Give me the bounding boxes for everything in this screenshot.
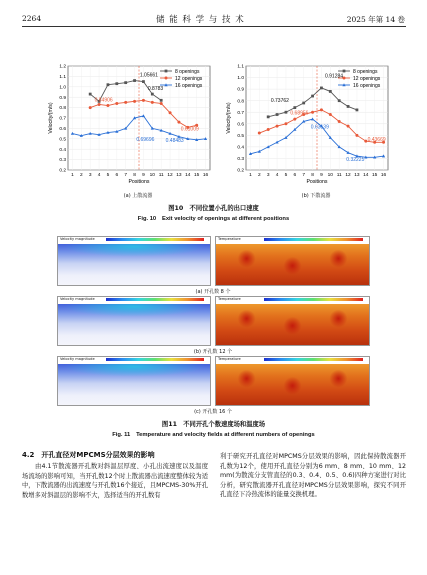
x-tick-label: 8 (133, 173, 136, 178)
data-point (98, 103, 101, 106)
x-tick-label: 7 (302, 173, 306, 178)
x-tick-label: 9 (142, 173, 145, 178)
subcaption-b: (b) 下散流器 (301, 193, 331, 199)
x-tick-label: 15 (372, 173, 378, 178)
velocity-field-image (57, 296, 211, 346)
data-point (267, 115, 270, 118)
temperature-field-image (215, 296, 370, 346)
legend-label: 16 openings (353, 82, 381, 89)
y-tick-label: 0.2 (59, 168, 66, 174)
legend-label: 16 openings (175, 82, 203, 89)
data-annotation: 0.32225 (346, 156, 365, 163)
x-tick-label: 12 (167, 173, 173, 178)
x-tick-label: 1 (71, 173, 74, 178)
body-left-column: 由4.1节散流器开孔数对斜温层厚度、小孔出流速度以及温度场流场的影响可知，当开孔数12个时上散流器出流速度整体较为适中，下散流器的出流速度与开孔数16个接近，且MPCMS-30%开孔数增多对斜温层的影响不大，选择适当的开孔数有 (22, 463, 208, 499)
data-point (258, 132, 261, 135)
x-tick-label: 10 (327, 173, 333, 178)
y-tick-label: 1.1 (237, 64, 244, 70)
y-tick-label: 0.6 (237, 122, 244, 128)
legend-marker (165, 70, 168, 73)
x-tick-label: 1 (249, 173, 252, 178)
chart-upper-diffuser (40, 62, 220, 194)
x-tick-label: 12 (345, 173, 351, 178)
y-tick-label: 0.8 (59, 106, 66, 112)
temperature-colorbar (264, 238, 363, 241)
y-tick-label: 0.4 (59, 147, 66, 153)
data-point (177, 121, 180, 124)
x-tick-label: 3 (88, 173, 92, 178)
data-point (115, 82, 118, 85)
data-point (267, 128, 270, 131)
velocity-colorbar (106, 358, 204, 361)
data-annotation: 0.8783 (147, 85, 164, 92)
x-axis-label: Positions (128, 179, 150, 185)
data-point (347, 125, 350, 128)
data-point (347, 105, 350, 108)
x-tick-label: 13 (176, 173, 182, 178)
x-tick-label: 2 (257, 173, 261, 178)
data-annotation: 0.68956 (290, 110, 309, 117)
x-tick-label: 4 (275, 173, 279, 178)
data-point (151, 93, 154, 96)
data-annotation: 0.73762 (270, 97, 289, 104)
body-right-column: 利于研究开孔直径对MPCMS分层效果的影响，因此保持散流器开孔数为12个，使用开孔直径分别为6 mm、8 mm、10 mm、12 mm(为散流分支管直径的0.3、0.4、0.5、0.6)四种方案进行对比分析，研究散流器开孔直径对MPCMS分层效果影响，探究不同开孔直径下冷热流体的能量交换机理。 (220, 453, 406, 499)
data-point (284, 122, 287, 125)
legend-marker (343, 70, 346, 73)
data-point (89, 93, 92, 96)
velocity-legend-label: Velocity magnitude (60, 357, 95, 361)
data-point (124, 101, 127, 104)
data-point (329, 113, 332, 116)
velocity-colorbar (106, 238, 204, 241)
x-tick-label: 5 (284, 173, 288, 178)
x-tick-label: 11 (336, 173, 342, 178)
x-tick-label: 2 (79, 173, 83, 178)
data-annotation: 0.61009 (180, 126, 199, 133)
data-annotation: 0.48483 (165, 137, 184, 144)
x-tick-label: 14 (185, 173, 191, 178)
temperature-colorbar (264, 298, 363, 301)
y-tick-label: 0.3 (59, 158, 66, 164)
data-annotation: 0.63139 (310, 124, 329, 131)
y-tick-label: 0.3 (237, 157, 244, 163)
data-point (293, 118, 296, 121)
x-tick-label: 16 (202, 173, 209, 178)
y-tick-label: 0.7 (59, 116, 66, 122)
legend-label: 12 openings (175, 75, 203, 82)
section-heading: 4.2 开孔直径对MPCMS分层效果的影响 (22, 451, 155, 459)
x-axis-label: Positions (306, 179, 328, 185)
volume-info: 2025 年第 14 卷 (346, 15, 405, 24)
y-axis-label: Velocity/(m/s) (226, 102, 232, 134)
y-tick-label: 1.0 (237, 76, 244, 82)
data-annotation: 0.91284 (324, 73, 344, 80)
data-annotation: 0.43669 (367, 137, 386, 144)
x-tick-label: 3 (266, 173, 270, 178)
temperature-legend-label: Temperature (218, 357, 241, 361)
x-tick-label: 9 (320, 173, 323, 178)
data-point (338, 99, 341, 102)
data-point (320, 108, 323, 111)
x-tick-label: 8 (311, 173, 314, 178)
y-axis-label: Velocity/(m/s) (48, 102, 54, 134)
y-tick-label: 0.9 (59, 95, 66, 101)
data-point (169, 111, 172, 114)
data-point (133, 100, 136, 103)
temperature-legend-label: Temperature (218, 297, 241, 301)
x-tick-label: 11 (158, 173, 164, 178)
data-point (142, 80, 145, 83)
temperature-colorbar (264, 358, 363, 361)
data-point (311, 111, 314, 114)
data-point (151, 101, 154, 104)
data-point (329, 90, 332, 93)
data-point (106, 104, 109, 107)
velocity-field-image (57, 356, 211, 406)
velocity-legend-label: Velocity magnitude (60, 237, 95, 241)
y-tick-label: 0.5 (59, 137, 66, 143)
subcaption-a: (a) 上散流器 (123, 193, 153, 199)
data-point (356, 109, 359, 112)
fig10-caption-en: Fig. 10 Exit velocity of openings at different positions (137, 216, 290, 222)
y-tick-label: 0.4 (237, 145, 244, 151)
data-point (338, 120, 341, 123)
x-tick-label: 6 (115, 173, 119, 178)
data-point (276, 113, 279, 116)
data-annotation: 0.84906 (94, 97, 113, 104)
fig11-caption-en: Fig. 11 Temperature and velocity fields at different numbers of openings (112, 432, 315, 438)
x-tick-label: 4 (97, 173, 101, 178)
data-point (311, 95, 314, 98)
data-point (302, 102, 305, 105)
fig11-caption-cn: 图11 不同开孔个数速度场和温度场 (161, 421, 266, 428)
x-tick-label: 15 (194, 173, 200, 178)
y-tick-label: 0.5 (237, 133, 244, 139)
cfd-subcaption: (c) 开孔数 16 个 (194, 409, 232, 415)
x-tick-label: 10 (149, 173, 155, 178)
data-annotation: 1.05661 (139, 72, 158, 79)
page-number: 2264 (22, 14, 42, 23)
legend-label: 12 openings (353, 75, 381, 82)
x-tick-label: 16 (380, 173, 387, 178)
y-tick-label: 0.6 (59, 127, 66, 132)
data-point (115, 102, 118, 105)
y-tick-label: 0.8 (237, 99, 244, 105)
y-tick-label: 1.2 (59, 64, 66, 70)
y-tick-label: 0.2 (237, 168, 244, 174)
x-tick-label: 13 (354, 173, 360, 178)
velocity-legend-label: Velocity magnitude (60, 297, 95, 301)
legend-label: 8 openings (175, 68, 200, 75)
y-tick-label: 0.7 (237, 110, 244, 116)
legend-marker (165, 77, 168, 80)
cfd-subcaption: (a) 开孔数 8 个 (195, 289, 231, 295)
chart-lower-diffuser (218, 62, 398, 194)
data-point (142, 99, 145, 102)
data-point (276, 125, 279, 128)
temperature-field-image (215, 356, 370, 406)
fig10-caption-cn: 图10 不同位置小孔的出口速度 (168, 205, 259, 212)
y-tick-label: 1.1 (59, 75, 66, 80)
cfd-subcaption: (b) 开孔数 12 个 (193, 349, 233, 355)
y-tick-label: 1.0 (59, 85, 66, 91)
data-point (107, 83, 110, 86)
data-point (160, 102, 163, 105)
velocity-field-image (57, 236, 211, 286)
data-annotation: 0.69696 (136, 136, 155, 143)
x-tick-label: 5 (106, 173, 110, 178)
data-point (124, 81, 127, 84)
velocity-colorbar (106, 298, 204, 301)
x-tick-label: 7 (124, 173, 128, 178)
journal-title: 储 能 科 学 与 技 术 (156, 15, 245, 25)
data-point (320, 87, 323, 90)
data-point (285, 111, 288, 114)
x-tick-label: 6 (293, 173, 297, 178)
temperature-field-image (215, 236, 370, 286)
data-point (89, 106, 92, 109)
header-rule (22, 26, 406, 27)
x-tick-label: 14 (363, 173, 369, 178)
temperature-legend-label: Temperature (218, 237, 241, 241)
data-point (160, 99, 163, 102)
y-tick-label: 0.9 (237, 87, 244, 93)
data-point (293, 106, 296, 109)
data-point (355, 134, 358, 137)
legend-label: 8 openings (353, 68, 378, 75)
data-point (133, 79, 136, 82)
